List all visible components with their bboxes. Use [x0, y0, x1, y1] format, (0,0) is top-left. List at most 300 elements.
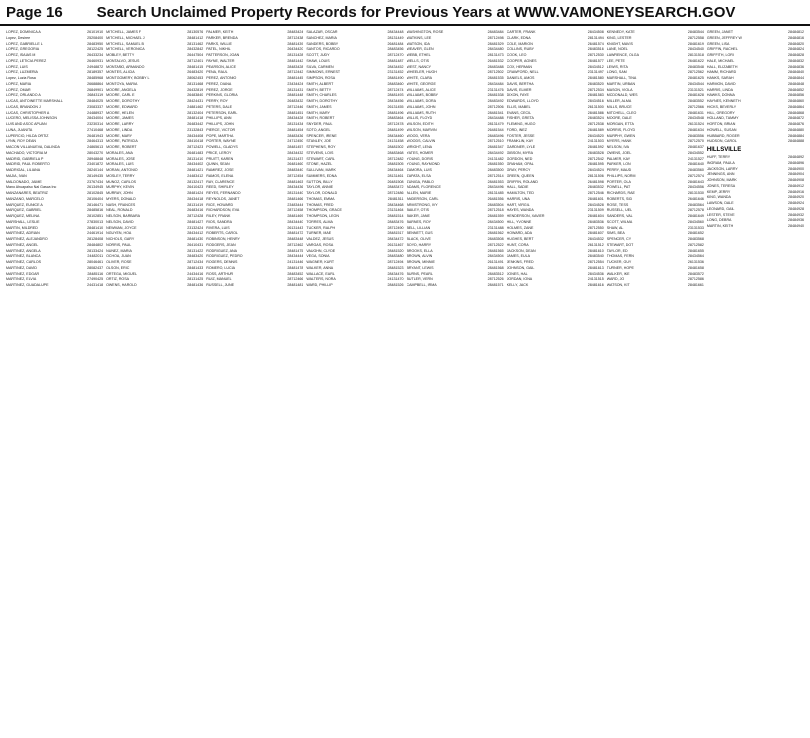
property-id: 28434440 — [287, 219, 304, 224]
property-id: 26483420 — [187, 70, 204, 75]
owner-name: MOORE, LARRY — [106, 122, 134, 126]
owner-name: MARTINEZ, DAVID — [6, 265, 38, 270]
property-id: 28131449 — [387, 35, 404, 40]
property-id: 28189357 — [87, 70, 104, 75]
owner-name: PERRY, MAUD — [606, 168, 632, 172]
property-id: 26434420 — [287, 47, 304, 52]
property-id: 26481484 — [387, 41, 404, 46]
owner-name: MONTALVO, JESUS — [106, 58, 140, 63]
property-id: 28483568 — [687, 237, 704, 241]
owner-name: MAJIA, IVAN — [6, 173, 27, 178]
property-id: 28484868 — [788, 110, 804, 115]
property-id: 28434488 — [487, 116, 504, 121]
owner-name: PEARSON, ALICE — [206, 64, 237, 69]
property-id: 28131425 — [187, 277, 204, 282]
property-id: 28712442 — [287, 70, 304, 75]
property-id: 28481523 — [387, 265, 404, 270]
owner-name: ROSS, ARTHUR — [206, 271, 234, 276]
property-id: 28483548 — [687, 64, 704, 69]
owner-name: HOLLAND, TAMMY — [706, 116, 739, 121]
property-id: 28481436 — [187, 283, 204, 287]
owner-name: WILLIAMS, RUTH — [406, 110, 436, 115]
property-id: 28481589 — [587, 127, 604, 132]
property-id: 28483448 — [287, 237, 304, 241]
owner-name: POWELL, PAT — [606, 185, 631, 190]
list-item — [206, 283, 303, 289]
property-id: 23132843 — [187, 127, 204, 132]
owner-name: JENKINS, FRED — [506, 260, 534, 264]
owner-name: ANDERSON, CARL — [406, 196, 439, 201]
property-id: 28432842 — [187, 47, 204, 52]
owner-name: THOMAS, EMMA — [306, 196, 335, 201]
owner-name: JACKSON, LARRY — [706, 166, 738, 171]
owner-name: ZUNIGA, PABLO — [406, 179, 434, 184]
owner-name: LOPEZ, LUIS — [6, 64, 28, 69]
owner-name: WATKINS, LEE — [406, 35, 432, 40]
property-id: 28712554 — [587, 260, 604, 264]
owner-name: MITCHELL, MICHAEL J — [106, 35, 145, 40]
owner-name: VARGAS, ROSA — [306, 242, 334, 247]
owner-name: KELLY, JACK — [506, 283, 529, 287]
owner-name: HICKS, BEVERLY — [706, 104, 737, 109]
owner-name: BOYD, HARRY — [406, 242, 432, 247]
owner-name: GRIFFIN, ROLAND — [506, 179, 538, 184]
owner-name: GREEN, JEFFREY W — [706, 35, 742, 40]
property-id: 28483420 — [187, 254, 204, 259]
property-id: 26688864 — [87, 81, 104, 86]
owner-name: GRIFFIN, RACHEL — [706, 47, 738, 52]
owner-name: PRICE, LEROY — [206, 150, 232, 155]
property-id: 28434556 — [687, 185, 704, 190]
property-id: 28434004 — [87, 116, 104, 121]
owner-name: WILLIAMS, BOBBY — [406, 93, 439, 98]
property-id: 28712534 — [587, 87, 604, 92]
property-id: 26131455 — [387, 104, 404, 109]
property-id: 26481532 — [487, 58, 504, 63]
property-id: 28483452 — [287, 271, 304, 276]
property-id: 28481637 — [687, 145, 704, 149]
owner-name: PEREZ, JORGE — [206, 87, 233, 92]
property-id: 28481439 — [287, 41, 304, 46]
property-id: 28483484 — [487, 30, 504, 34]
owner-name: WARD, JO — [606, 277, 625, 282]
property-id: 28481640 — [687, 162, 704, 167]
owner-name: POPE, MARTHA — [206, 133, 234, 138]
property-id: 28483520 — [587, 81, 604, 86]
property-id: 28484828 — [788, 53, 804, 57]
property-id: 28481511 — [387, 196, 404, 201]
property-id: 28484920 — [788, 195, 804, 200]
owner-name: MOORE, MARY — [106, 133, 133, 138]
property-id: 28712582 — [687, 242, 704, 247]
property-id: 28481424 — [187, 191, 204, 195]
property-id: 28483540 — [587, 254, 604, 259]
property-id: 28481475 — [287, 248, 304, 253]
property-id: 23131533 — [687, 225, 704, 230]
property-id: 28484904 — [788, 172, 804, 177]
owner-name: DAVIS, BERTHA — [506, 81, 534, 86]
property-id: 28712446 — [287, 104, 304, 109]
owner-name: RICE, HOWARD — [206, 202, 234, 207]
property-id: 28132404 — [187, 110, 204, 115]
property-id: 28481454 — [287, 127, 304, 132]
listing-column — [407, 30, 504, 734]
property-id: 28434412 — [187, 231, 204, 236]
owner-name: BAILEY, OTIS — [406, 208, 430, 213]
owner-name: MONTOYA, MARIA — [106, 81, 138, 86]
owner-name: ROSE, TESS — [606, 202, 629, 207]
owner-name: MUNOZ, CARLOS — [106, 179, 137, 184]
owner-name: REED, SHIRLEY — [206, 185, 234, 190]
page-number: Page 16 — [6, 3, 63, 21]
property-id: 28481505 — [387, 162, 404, 167]
owner-name: ROBINSON, HENRY — [206, 237, 240, 241]
property-id: 23083337 — [87, 104, 104, 109]
property-id: 23767434 — [87, 179, 104, 184]
property-id: 26410431 — [187, 242, 204, 247]
page-title: Search Unclaimed Property Records for Previous Years at WWW.VAMONEYSEARCH.GOV — [96, 3, 736, 21]
owner-name: BURNS, PEARL — [406, 271, 433, 276]
property-id: 28483480 — [387, 254, 404, 259]
property-id: 28484900 — [788, 166, 804, 171]
property-id: 28712490 — [387, 225, 404, 230]
owner-name: FISHER, GRETA — [506, 116, 534, 121]
owner-name: RIVERA, LUIS — [206, 225, 230, 230]
property-id: 23131452 — [387, 70, 404, 75]
owner-name: WHITE, GEORGE — [406, 81, 436, 86]
property-id: 28481457 — [287, 145, 304, 149]
property-id: 28484802 — [87, 242, 104, 247]
owner-name: DAVIS, ELMER — [506, 87, 532, 92]
owner-name: SMITH, CHARLES — [306, 93, 337, 98]
property-id: 23230314 — [87, 122, 104, 126]
property-id: 23401872 — [87, 162, 104, 167]
property-id: 28712558 — [687, 35, 704, 40]
property-id: 26481943 — [87, 133, 104, 138]
property-id: 28481469 — [287, 214, 304, 218]
property-id: 28712506 — [487, 104, 504, 109]
property-id: 28483536 — [587, 219, 604, 224]
owner-name: NUNEZ, MARIA — [106, 248, 132, 253]
owner-name: TUCKER, RALPH — [306, 225, 336, 230]
property-id: 28712438 — [287, 35, 304, 40]
property-id: 24488937 — [87, 110, 104, 115]
owner-name: SHAW, LOUIS — [306, 58, 330, 63]
owner-name: MACON VILLANUEVA, DALINDA — [6, 145, 60, 149]
property-id: 28131485 — [487, 191, 504, 195]
property-id: 28481550 — [487, 162, 504, 167]
owner-name: TORRES, ALMA — [306, 219, 333, 224]
property-id: 28131428 — [287, 53, 304, 57]
property-id: 28712550 — [587, 225, 604, 230]
property-id: 28481592 — [587, 145, 604, 149]
owner-name: TUCKER, GUY — [606, 260, 632, 264]
owner-name: MANZANARES, BEATRIZ — [6, 191, 48, 195]
property-id: 28481472 — [287, 231, 304, 236]
property-id: 26131536 — [687, 260, 704, 264]
property-id: 28484864 — [788, 104, 804, 109]
property-id: 26483416 — [187, 208, 204, 213]
owner-name: SIMMONS, ERNEST — [306, 70, 341, 75]
owner-name: LONG, DEBRA — [706, 218, 732, 223]
property-id: 28434468 — [387, 202, 404, 207]
property-id: 28484888 — [788, 139, 804, 144]
owner-name: PHILLIPS, ANN — [206, 116, 232, 121]
property-id: 28481571 — [487, 283, 504, 287]
property-id: 28484936 — [788, 218, 804, 223]
owner-name: YATES, HOMER — [406, 150, 434, 155]
property-id: 28484892 — [788, 155, 804, 159]
owner-name: JOHNSON, GAIL — [506, 265, 535, 270]
owner-name: REYES, FERNANDO — [206, 191, 241, 195]
owner-name: OWENS, HAROLD — [106, 283, 137, 287]
owner-name: WALKER, IKE — [606, 271, 630, 276]
property-id: 28481514 — [387, 214, 404, 218]
owner-name: MOORE, CARL E — [106, 93, 135, 98]
property-id: 23131521 — [687, 87, 704, 92]
property-id: 28481490 — [387, 76, 404, 80]
property-id: 28434452 — [387, 64, 404, 69]
owner-name: SIMS, BEA — [606, 231, 625, 236]
owner-name: HARMON, DAVID — [706, 81, 736, 86]
property-id: 28481655 — [687, 248, 704, 253]
owner-name: MARTINEZ, GUADALUPE — [6, 283, 49, 287]
owner-name: OLIVER, ROSE — [106, 260, 132, 264]
owner-name: MOORE, PATRICIA — [106, 139, 138, 144]
owner-name: KING, LESTER — [606, 35, 632, 40]
property-id: 24431418 — [87, 283, 104, 287]
owner-name: HARRIS, UNA — [506, 196, 530, 201]
owner-name: SPENCER, IRENE — [306, 133, 337, 138]
owner-name: MARTINEZ, ELVIA — [6, 277, 37, 282]
owner-name: LOPEZ, LETICIA PEREZ — [6, 58, 47, 63]
property-id: 28712562 — [687, 70, 704, 75]
owner-name: INGRAM, PAULA — [706, 160, 735, 165]
property-id: 28434540 — [687, 47, 704, 52]
property-id: 28240144 — [87, 168, 104, 172]
owner-name: SMITH, JAMES — [306, 104, 332, 109]
owner-name: PATTERSON, JOAN — [206, 53, 240, 57]
owner-name: LESTER, STEVE — [706, 212, 735, 217]
property-id: 28481631 — [687, 110, 704, 115]
property-id: 28712498 — [487, 35, 504, 40]
property-id: 28483496 — [487, 133, 504, 138]
property-id: 28434418 — [187, 196, 204, 201]
property-id: 28484816 — [788, 35, 804, 40]
owner-name: PARKER, LON — [606, 162, 631, 167]
property-id: 28712514 — [487, 173, 504, 178]
owner-name: MARTIN, URBAN — [606, 81, 636, 86]
owner-name: LOPEZ, OMAR — [6, 87, 31, 92]
owner-name: HILL, YVONNE — [506, 219, 532, 224]
property-id: 26481483 — [187, 150, 204, 155]
owner-name: SALAZAR, OSCAR — [306, 30, 338, 34]
property-id: 28481559 — [487, 214, 504, 218]
property-id: 26433234 — [87, 53, 104, 57]
owner-name: LANE, NOEL — [606, 47, 628, 52]
owner-name: NELSON, IVA — [606, 145, 630, 149]
property-id: 28481616 — [587, 283, 604, 287]
owner-name: MOORE, DOROTHY — [106, 99, 140, 103]
property-id: 26481622 — [687, 58, 704, 63]
property-id: 28712474 — [387, 87, 404, 92]
property-id: 28434500 — [487, 219, 504, 224]
owner-name: GRAY, PERCY — [506, 168, 531, 172]
property-id: 28712401 — [187, 58, 204, 63]
property-id: 26131512 — [587, 242, 604, 247]
owner-name: NICHOLS, GARY — [106, 237, 135, 241]
owner-name: LOPEZ, MARIA — [6, 81, 32, 86]
owner-name: ROGERS, DENNIS — [206, 260, 238, 264]
owner-name: RUSSELL, UEL — [606, 208, 633, 213]
owner-name: MARTIN, KEITH — [706, 224, 734, 228]
list-item — [106, 283, 203, 289]
owner-name: TAYLOR, ANNIE — [306, 185, 334, 190]
owner-name: BROWN, MINNIE — [406, 260, 435, 264]
owner-name: POWELL, GLADYS — [206, 145, 238, 149]
owner-name: COLE, MARION — [506, 41, 533, 46]
owner-name: STANLEY, JOE — [306, 139, 332, 144]
property-id: 28131473 — [487, 53, 504, 57]
owner-name: CARTER, FRANK — [506, 30, 536, 34]
property-id: 28484820 — [788, 41, 804, 46]
owner-name: LUNA, JUANITA — [6, 127, 33, 132]
owner-name: FLEMING, HUGO — [506, 122, 536, 126]
property-id: 28484836 — [788, 64, 804, 69]
property-id: 24461914 — [87, 231, 104, 236]
property-id: 28434402 — [187, 162, 204, 167]
owner-name: NELSON, DAVID — [106, 219, 134, 224]
owner-name: JONES, HAL — [506, 271, 528, 276]
owner-name: RUSSELL, JUNE — [206, 283, 235, 287]
owner-name: SANDERS, BOBBY — [306, 41, 339, 46]
owner-name: HUGHES, BERT — [506, 237, 534, 241]
owner-name: SANCHEZ, MARIA — [306, 35, 337, 40]
property-id: 28481478 — [287, 265, 304, 270]
owner-name: WEST, NANCY — [406, 64, 432, 69]
property-id: 28410418 — [187, 139, 204, 144]
section-heading: HILLSVILLE — [706, 147, 742, 153]
owner-name: MURPHY, KEVIN — [106, 185, 135, 190]
property-id: 27490425 — [87, 277, 104, 282]
property-id: 28131461 — [387, 173, 404, 178]
property-id: 28131462 — [187, 41, 204, 46]
owner-name: DANIELS, AMOS — [506, 76, 535, 80]
property-id: 28484912 — [788, 183, 804, 188]
listing-column — [507, 30, 604, 734]
property-id: 28483424 — [287, 30, 304, 34]
property-id: 28481415 — [187, 64, 204, 69]
owner-name: WILSON, MARVIN — [406, 127, 437, 132]
owner-name: FORD, INEZ — [506, 127, 527, 132]
property-id: 28712566 — [687, 104, 704, 109]
owner-name: MARSHALL, LESLIE — [6, 219, 40, 224]
property-id: 28481541 — [487, 110, 504, 115]
property-id: 26481574 — [587, 41, 604, 46]
owner-name: KNIGHT, MAVIS — [606, 41, 633, 46]
property-id: 26131524 — [687, 122, 704, 126]
owner-name: COOPER, AGNES — [506, 58, 537, 63]
owner-name: RILEY, FRANK — [206, 214, 231, 218]
property-id: 24131470 — [387, 277, 404, 282]
owner-name: MOORE, LINDA — [106, 127, 133, 132]
owner-name: JACKSON, DEAN — [506, 248, 536, 253]
property-id: 28483560 — [687, 168, 704, 172]
property-id: 26481556 — [487, 196, 504, 201]
owner-name: BUTLER, VERN — [406, 277, 433, 282]
owner-name: WILLIAMS, ALICE — [406, 87, 436, 92]
owner-name: GORDON, NED — [506, 156, 533, 161]
property-id: 28131431 — [287, 87, 304, 92]
property-id: 26843119 — [87, 93, 104, 98]
property-id: 24712450 — [287, 139, 304, 144]
property-id: 28434476 — [387, 271, 404, 276]
property-id: 28481538 — [487, 93, 504, 98]
owner-name: HANKS, SARAH — [706, 76, 734, 80]
owner-name: TURNER, MAE — [306, 231, 332, 236]
property-id: 28484880 — [788, 127, 804, 132]
owner-name: MANZANO, MARCELO — [6, 196, 44, 201]
listing-column — [206, 30, 303, 734]
owner-name: YOUNG, DORIS — [406, 156, 434, 161]
owner-name: GIBSON, MYRA — [506, 150, 533, 155]
property-id: 26481460 — [287, 162, 304, 167]
property-id: 28131419 — [187, 202, 204, 207]
owner-name: HUBBARD, ROGER — [706, 133, 740, 138]
property-id: 28481466 — [287, 196, 304, 201]
owner-name: TAYLOR, ED — [606, 248, 628, 253]
property-id: 28131506 — [587, 173, 604, 178]
owner-name: JORDAN, IONA — [506, 277, 533, 282]
property-id: 28481553 — [487, 179, 504, 184]
owner-name: PATEL, NIKHIL — [206, 47, 231, 52]
property-id: 28712478 — [387, 122, 404, 126]
owner-name: BROWN, ALVIN — [406, 254, 433, 259]
property-id: 28485816 — [87, 208, 104, 213]
owner-name: SPENCER, CY — [606, 237, 632, 241]
owner-name: MOORE, DALE — [606, 116, 632, 121]
owner-name: PRUITT, KAREN — [206, 156, 234, 161]
page-header — [0, 0, 810, 26]
owner-name: PALMER, KAY — [606, 156, 631, 161]
property-id: 23132424 — [187, 225, 204, 230]
property-id: 28483504 — [487, 202, 504, 207]
property-id: 23483444 — [287, 202, 304, 207]
owner-name: HUNT, CORA — [506, 242, 529, 247]
property-id: 28434564 — [687, 254, 704, 259]
property-id: 28712486 — [387, 191, 404, 195]
property-id: 28102845 — [87, 191, 104, 195]
owner-name: RUIZ, MANUEL — [206, 277, 232, 282]
owner-name: NEWMAN, JOYCE — [106, 225, 137, 230]
owner-name: STEVENS, LOIS — [306, 150, 334, 155]
property-id: 28481502 — [387, 145, 404, 149]
owner-name: WHEELER, HUGH — [406, 70, 437, 75]
owner-name: MITCHELL, CLEO — [606, 110, 637, 115]
property-id: 28434520 — [587, 133, 604, 138]
property-id: 28434480 — [487, 47, 504, 52]
property-id: 28712466 — [287, 277, 304, 282]
owner-name: WAGNER, KURT — [306, 260, 335, 264]
owner-name: WILLIAMS, DORA — [406, 99, 437, 103]
property-id: 28484876 — [788, 122, 804, 126]
property-id: 24131515 — [587, 277, 604, 282]
owner-name: BARNES, ROY — [406, 219, 432, 224]
owner-name: MARTINEZ, CARLOS — [6, 260, 42, 264]
property-id: 28481463 — [287, 179, 304, 184]
property-id: 27410468 — [87, 127, 104, 132]
property-id: 28481481 — [287, 283, 304, 287]
